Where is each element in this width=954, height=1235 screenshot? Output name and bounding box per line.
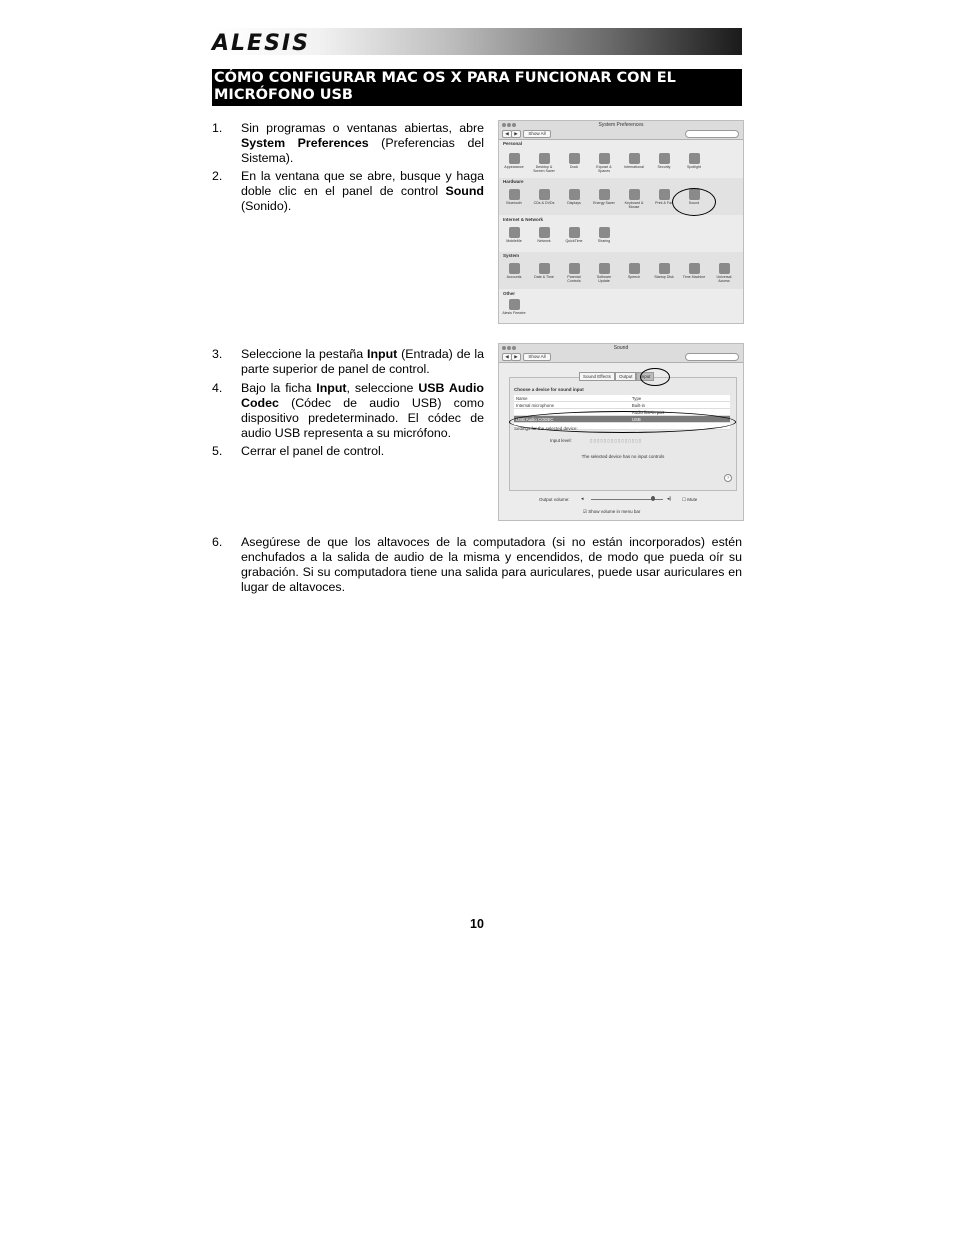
search-field: [685, 130, 739, 138]
help-button: ?: [724, 474, 732, 482]
step-2: 2. En la ventana que se abre, busque y haga doble clic en el panel de control Sound (Sonido).: [212, 169, 484, 213]
section-hardware: Hardware Bluetooth CDs & DVDs Displays Energy Saver Keyboard & Mouse Print & Fax Sound: [499, 178, 743, 215]
pref-mobileme: MobileMe: [501, 227, 527, 243]
pref-security: Security: [651, 153, 677, 169]
pref-time-machine: Time Machine: [681, 263, 707, 279]
section-other: Other Alesis Firewire: [502, 291, 526, 315]
mute-checkbox: ☐ Mute: [682, 497, 698, 502]
speaker-high-icon: ◂): [667, 496, 672, 502]
sound-panel-screenshot: [498, 343, 744, 521]
input-tab-highlight-circle: [640, 368, 670, 386]
section-personal: Personal Appearance Desktop & Screen Saver Dock Exposé & Spaces International Security Spotlight: [499, 140, 743, 177]
pref-spotlight: Spotlight: [681, 153, 707, 169]
no-controls-message: The selected device has no input controls: [581, 454, 665, 459]
show-all-button: Show All: [523, 353, 551, 361]
pref-cds-dvds: CDs & DVDs: [531, 189, 557, 205]
system-preferences-screenshot: [498, 120, 744, 324]
pref-startup-disk: Startup Disk: [651, 263, 677, 279]
pref-bluetooth: Bluetooth: [501, 189, 527, 205]
search-field: [685, 353, 739, 361]
pref-international: International: [621, 153, 647, 169]
table-row: Internal microphone Built-in: [514, 402, 730, 409]
sound-highlight-circle: [672, 188, 716, 216]
step-6: 6. Asegúrese de que los altavoces de la computadora (si no están incorporados) estén enchufados a la salida de audio de la misma y encendidos, de modo que pueda oír su grabación. Si su computadora tiene una salida para auriculares, puede usar auriculares en lugar de altavoces.: [212, 535, 742, 594]
window-title: Sound: [613, 345, 629, 351]
pref-parental-controls: Parental Controls: [561, 263, 587, 283]
speaker-low-icon: ◂: [581, 496, 584, 502]
pref-expose: Exposé & Spaces: [591, 153, 617, 173]
pref-sharing: Sharing: [591, 227, 617, 243]
tab-sound-effects: Sound Effects: [579, 372, 615, 381]
pref-quicktime: QuickTime: [561, 227, 587, 243]
alesis-logo: ALESIS: [212, 31, 310, 56]
pref-sound: Sound: [681, 189, 707, 205]
pref-desktop: Desktop & Screen Saver: [531, 153, 557, 173]
step-4: 4. Bajo la ficha Input, seleccione USB Audio Codec (Códec de audio USB) como dispositivo predeterminado. El códec de audio USB representa a su micrófono.: [212, 381, 484, 440]
pref-displays: Displays: [561, 189, 587, 205]
pref-keyboard-mouse: Keyboard & Mouse: [621, 189, 647, 209]
usb-codec-highlight-circle: [509, 411, 736, 433]
pref-date-time: Date & Time: [531, 263, 557, 279]
pref-speech: Speech: [621, 263, 647, 279]
settings-label: Settings for the selected device:: [514, 426, 578, 431]
table-row-selected: USB Audio CODEC USB: [514, 416, 730, 423]
section-internet-network: Internet & Network MobileMe Network QuickTime Sharing: [499, 216, 743, 253]
pref-appearance: Appearance: [501, 153, 527, 169]
pref-accounts: Accounts: [501, 263, 527, 279]
step-3: 3. Seleccione la pestaña Input (Entrada) de la parte superior de panel de control.: [212, 347, 484, 376]
tab-input: Input: [636, 372, 654, 381]
back-button: ◀: [502, 130, 512, 138]
page-number: 10: [470, 917, 484, 931]
choose-device-label: Choose a device for sound input: [514, 387, 584, 392]
volume-knob: [651, 496, 655, 501]
input-panel: [509, 377, 737, 491]
tab-output: Output: [615, 372, 637, 381]
pref-universal-access: Universal Access: [711, 263, 737, 283]
section-title: CÓMO CONFIGURAR MAC OS X PARA FUNCIONAR CON EL MICRÓFONO USB: [214, 70, 676, 103]
forward-button: ▶: [511, 130, 521, 138]
window-title: System Preferences: [598, 122, 644, 128]
section-title-bar: [212, 69, 742, 106]
show-all-button: Show All: [523, 130, 551, 138]
input-level-meter: ▯▯▯▯▯▯▯▯▯▯▯▯▯▯▯: [590, 438, 643, 443]
pref-software-update: Software Update: [591, 263, 617, 283]
input-level-label: Input level:: [550, 438, 572, 443]
pref-alesis-firewire: Alesis Firewire: [501, 299, 527, 315]
section-system: System Accounts Date & Time Parental Controls Software Update Speech Startup Disk Time Machine Universal Access: [499, 252, 743, 289]
pref-print-fax: Print & Fax: [651, 189, 677, 205]
table-row: Audio line-in port: [514, 409, 730, 416]
output-volume-label: Output volume:: [539, 497, 570, 502]
header-bar: [212, 28, 742, 55]
pref-energy-saver: Energy Saver: [591, 189, 617, 205]
show-volume-checkbox: ☑ Show volume in menu bar: [583, 509, 641, 514]
pref-dock: Dock: [561, 153, 587, 169]
back-button: ◀: [502, 353, 512, 361]
forward-button: ▶: [511, 353, 521, 361]
step-1: 1. Sin programas o ventanas abiertas, abre System Preferences (Preferencias del Sistema).: [212, 121, 484, 165]
pref-network: Network: [531, 227, 557, 243]
step-5: 5. Cerrar el panel de control.: [212, 444, 385, 458]
input-device-table: Name Type Internal microphone Built-in Audio line-in port USB Audio CODEC USB: [514, 395, 730, 430]
